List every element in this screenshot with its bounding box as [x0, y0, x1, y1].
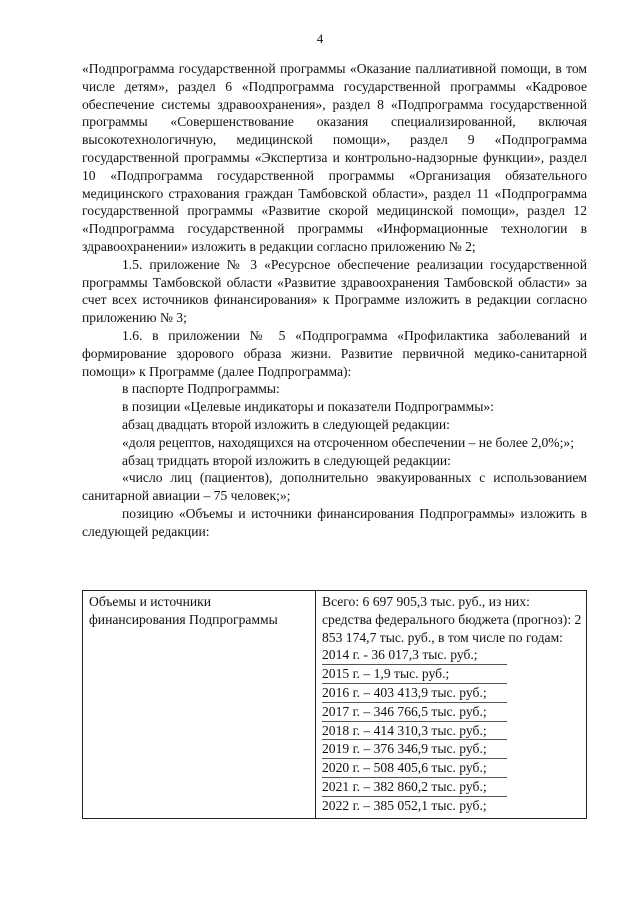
paragraph: «число лиц (пациентов), дополнительно эвакуированных с использованием санитарной авиации – 75 человек;»; [82, 470, 587, 504]
year-amount: 2020 г. – 508 405,6 тыс. руб.; [322, 759, 507, 778]
page-number: 4 [316, 31, 324, 46]
paragraph: «Подпрограмма государственной программы «Оказание паллиативной помощи, в том числе детям», раздел 6 «Подпрограмма государственной программы «Кадровое обеспечение системы здравоохранения», раздел 8 «Подпрограмма государственной программы «Совершенствование оказания специализированной, включая высокотехнологичную, медицинской помощи», раздел 9 «Подпрограмма государственной программы «Экспертиза и контрольно-надзорные функции», раздел 10 «Подпрограмма государственной программы «Организация обязательного медицинского страхования граждан Тамбовской области», раздел 11 «Подпрограмма государственной программы «Развитие скорой медицинской помощи», раздел 12 «Подпрограмма государственной программы «Информационные технологии в здравоохранении» изложить в редакции согласно приложению № 2; [82, 61, 587, 254]
year-amount: 2022 г. – 385 052,1 тыс. руб.; [322, 797, 487, 813]
paragraph: в позиции «Целевые индикаторы и показатели Подпрограммы»: [122, 399, 494, 415]
year-amount: 2015 г. – 1,9 тыс. руб.; [322, 665, 507, 684]
document-body [82, 60, 587, 541]
paragraph: абзац тридцать второй изложить в следующей редакции: [122, 452, 451, 468]
paragraph: 1.5. приложение № 3 «Ресурсное обеспечение реализации государственной программы Тамбовской области «Развитие здравоохранения Тамбовской области» за счет всех источников финансирования» к Программе изложить в редакции согласно приложению № 3; [82, 256, 587, 326]
year-amount: 2016 г. – 403 413,9 тыс. руб.; [322, 684, 507, 703]
year-amount: 2014 г. - 36 017,3 тыс. руб.; [322, 646, 507, 665]
year-amount: 2018 г. – 414 310,3 тыс. руб.; [322, 722, 507, 741]
total-summary: Всего: 6 697 905,3 тыс. руб., из них: средства федерального бюджета (прогноз): 2 853 174,7 тыс. руб., в том числе по годам: [322, 594, 582, 645]
financing-table [82, 590, 587, 819]
year-amount: 2021 г. – 382 860,2 тыс. руб.; [322, 778, 507, 797]
year-amount: 2019 г. – 376 346,9 тыс. руб.; [322, 740, 507, 759]
table-cell-label: Объемы и источники финансирования Подпрограммы [83, 591, 316, 819]
paragraph: «доля рецептов, находящихся на отсроченном обеспечении – не более 2,0%;»; [122, 434, 574, 450]
year-amount: 2017 г. – 346 766,5 тыс. руб.; [322, 703, 507, 722]
table-cell-values [316, 591, 587, 819]
paragraph: в паспорте Подпрограммы: [122, 381, 280, 397]
paragraph: абзац двадцать второй изложить в следующей редакции: [122, 416, 450, 432]
table-row [83, 591, 587, 819]
paragraph: 1.6. в приложении № 5 «Подпрограмма «Профилактика заболеваний и формирование здорового образа жизни. Развитие первичной медико-санитарной помощи» к Программе (далее Подпрограмма): [82, 327, 587, 379]
paragraph: позицию «Объемы и источники финансирования Подпрограммы» изложить в следующей редакции: [82, 505, 587, 539]
